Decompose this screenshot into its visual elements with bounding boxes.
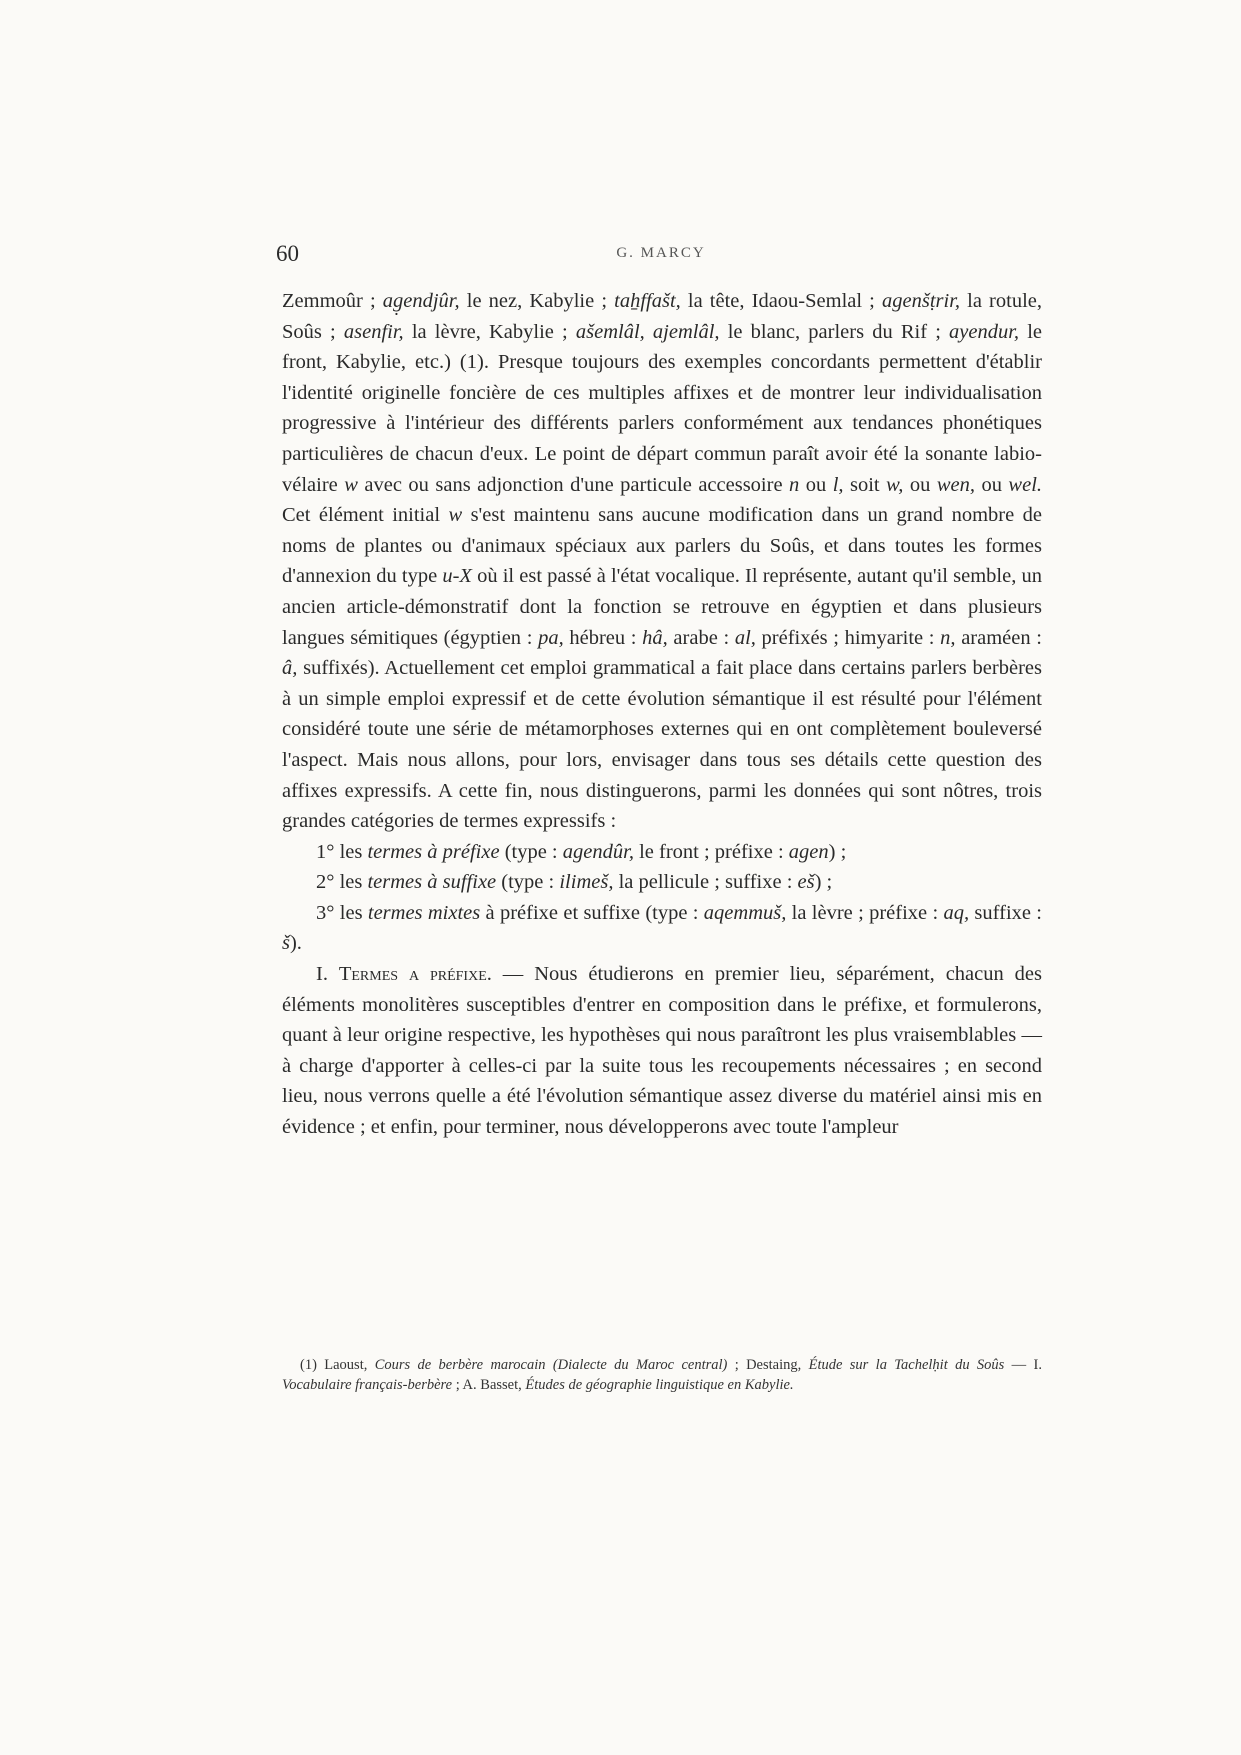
italic-term: aqemmuš, [703, 901, 787, 924]
italic-term: eš [797, 871, 815, 894]
footnote-1 [282, 1355, 1042, 1395]
text-run: s'est maintenu sans aucune modification dans un grand nombre de noms de plantes ou d'animaux spéciaux aux parlers du Soûs, et dans toutes les formes d'annexion du type [282, 504, 1042, 588]
text-run: hébreu : [563, 626, 643, 649]
page-header [276, 241, 1046, 271]
italic-term: w [448, 504, 463, 527]
italic-term: Vocabulaire français-berbère [282, 1377, 453, 1393]
section-heading: Termes a préfixe. [338, 963, 492, 986]
italic-term: agendûr, [562, 840, 634, 863]
text-run: ). [289, 932, 302, 955]
body-text [282, 286, 1042, 1143]
paragraph-main [282, 286, 1042, 837]
italic-term: w, [886, 473, 904, 496]
text-run: la lèvre ; préfixe : [786, 901, 944, 924]
italic-term: wel. [1008, 473, 1043, 496]
text-run: ou [974, 473, 1009, 496]
text-run: I. [316, 963, 339, 986]
italic-term: n [789, 473, 800, 496]
text-run: Cet élément initial [282, 504, 449, 527]
text-run: le nez, Kabylie ; [459, 290, 615, 312]
text-run: (1) Laoust, [300, 1357, 375, 1373]
text-run: (type : [496, 871, 560, 894]
text-run: la pellicule ; suffixe : [613, 871, 798, 894]
italic-term: š [282, 932, 290, 955]
text-run: la tête, Idaou-Semlal ; [680, 290, 882, 312]
text-run: ; Destaing, [727, 1357, 809, 1373]
italic-term: Étude sur la Tachelḥit du Soûs [808, 1357, 1005, 1373]
text-run: préfixés ; himyarite : [755, 626, 941, 649]
italic-term: wen, [936, 473, 975, 496]
italic-term: l, [832, 473, 844, 496]
italic-term: al, [734, 626, 756, 649]
text-run: ) ; [814, 871, 833, 894]
italic-term: termes mixtes [367, 901, 481, 924]
text-run: avec ou sans adjonction d'une particule accessoire [357, 473, 790, 496]
text-run: 1° les [316, 840, 368, 863]
text-run: ou [799, 473, 833, 496]
italic-term: agen [788, 840, 829, 863]
italic-term: taẖffašt, [614, 290, 681, 312]
text-run: suffixés). Actuellement cet emploi grammatical a fait place dans certains parlers berbères à un simple emploi expressif et de cette évolution sémantique il est résulté pour l'élément considéré toute une série de métamorphoses externes qui en ont complètement bouleversé l'aspect. Mais nous allons, pour lors, envisager dans tous ses détails cette question des affixes expressifs. A cette fin, nous distinguerons, parmi les données qui sont nôtres, trois grandes catégories de termes expressifs : [282, 657, 1042, 833]
italic-term: u-X [442, 565, 472, 588]
text-run: où il est passé à l'état vocalique. Il représente, autant qu'il semble, un ancien article-démonstratif dont la fonction se retrouve en égyptien et dans plusieurs langues sémitiques (égyptien : [282, 565, 1042, 649]
text-run: à préfixe et suffixe (type : [480, 901, 704, 924]
text-run: suffixe : [969, 901, 1043, 924]
text-run: araméen : [955, 626, 1042, 649]
italic-term: ašemlâl, ajemlâl, [575, 320, 720, 343]
text-run: — I. [1004, 1357, 1042, 1373]
italic-term: ilimeš, [559, 871, 614, 894]
italic-term: w [344, 473, 358, 496]
italic-term: â, [282, 657, 298, 680]
category-item-1 [282, 837, 1042, 868]
italic-term: asenfir, [343, 320, 404, 343]
italic-term: Études de géographie linguistique en Kabylie. [525, 1377, 794, 1393]
text-run: soit [843, 473, 887, 496]
page-number: 60 [276, 241, 299, 266]
text-run: la lèvre, Kabylie ; [403, 320, 576, 343]
text-run: la rotule, Soûs ; [282, 290, 1042, 343]
text-run: le front, Kabylie, etc.) (1). Presque toujours des exemples concordants permettent d'établir l'identité originelle foncière de ces multiples affixes et de montrer leur individualisation progressive à l'intérieur des différents parlers conformément aux tendances phonétiques particulières de chacun d'eux. Le point de départ commun paraît avoir été la sonante labio-vélaire [282, 320, 1043, 496]
category-item-2 [282, 867, 1042, 898]
text-run: Zemmoûr ; [282, 290, 383, 312]
text-run: arabe : [667, 626, 735, 649]
italic-term: ag̣endjûr, [382, 290, 460, 312]
text-run: (type : [499, 840, 563, 863]
text-run: le front ; préfixe : [633, 840, 789, 863]
italic-term: hâ, [642, 626, 668, 649]
italic-term: Cours de berbère marocain (Dialecte du Maroc central) [374, 1357, 728, 1373]
italic-term: n, [940, 626, 956, 649]
text-run: — Nous étudierons en premier lieu, séparément, chacun des éléments monolitères susceptibles d'entrer en composition dans le préfixe, et formulerons, quant à leur origine respective, les hypothèses qui nous paraîtront les plus vraisemblables — à charge d'apporter à celles-ci par la suite tous les recoupements nécessaires ; en second lieu, nous verrons quelle a été l'évolution sémantique assez diverse du matériel ainsi mis en évidence ; et enfin, pour terminer, nous développerons avec toute l'ampleur [282, 963, 1042, 1139]
text-run: 2° les [316, 871, 368, 894]
text-run: 3° les [316, 901, 368, 924]
section-prefix-terms [282, 959, 1042, 1143]
italic-term: pa, [538, 626, 564, 649]
text-run: ) ; [828, 840, 847, 863]
italic-term: termes à préfixe [367, 840, 500, 863]
running-head: G. MARCY [616, 245, 706, 261]
italic-term: aq, [943, 901, 970, 924]
italic-term: agenšṭrir, [882, 290, 961, 312]
footnotes [282, 1355, 1042, 1395]
italic-term: ayendur, [949, 320, 1020, 343]
text-run: ; A. Basset, [452, 1377, 526, 1393]
text-run: le blanc, parlers du Rif ; [719, 320, 950, 343]
italic-term: termes à suffixe [367, 871, 497, 894]
text-run: ou [903, 473, 937, 496]
category-item-3 [282, 898, 1042, 959]
